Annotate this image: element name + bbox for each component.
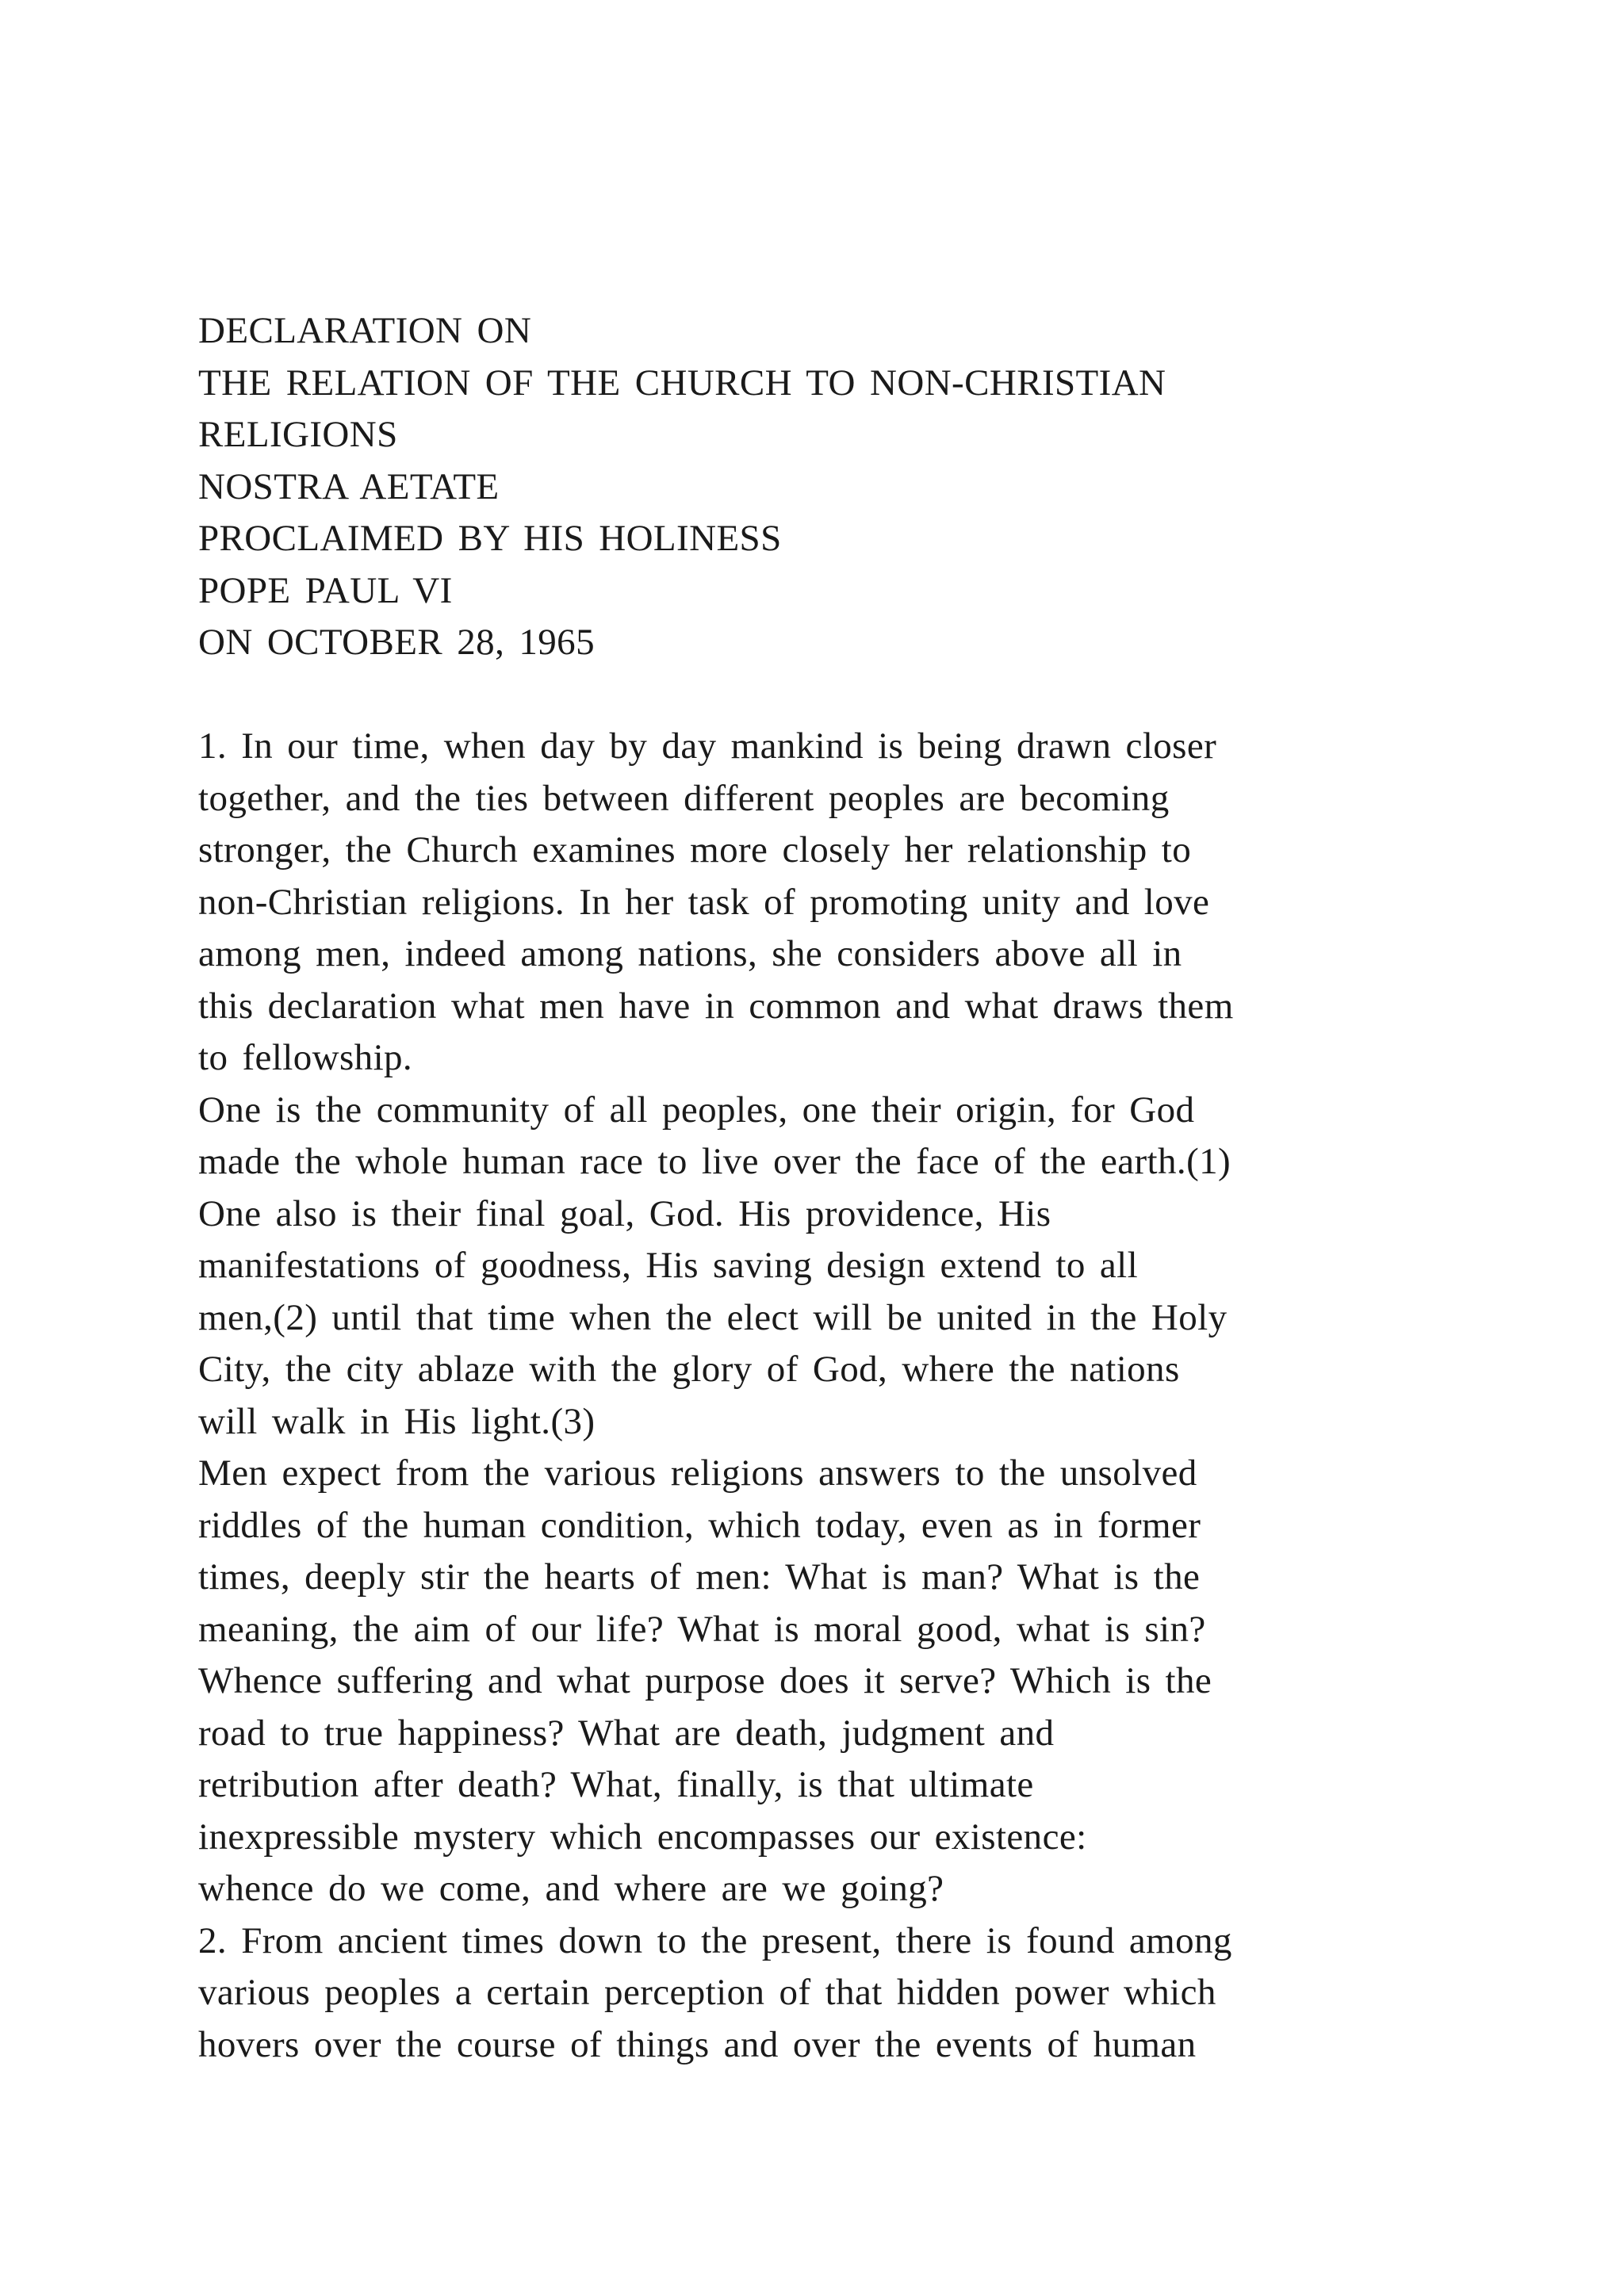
text-line: road to true happiness? What are death, judgment and [198, 1712, 1055, 1754]
paragraph-1 [198, 721, 1618, 1085]
text-line: inexpressible mystery which encompasses our existence: [198, 1816, 1087, 1858]
title-line: DECLARATION ON [198, 310, 532, 351]
text-line: will walk in His light.(3) [198, 1400, 596, 1442]
text-line: times, deeply stir the hearts of men: What is man? What is the [198, 1556, 1201, 1598]
text-line: various peoples a certain perception of that hidden power which [198, 1972, 1216, 2013]
document-title [198, 305, 1618, 669]
text-line: One is the community of all peoples, one their origin, for God [198, 1089, 1195, 1131]
text-line: together, and the ties between different peoples are becoming [198, 777, 1170, 819]
text-line: made the whole human race to live over the face of the earth.(1) [198, 1141, 1231, 1182]
text-line: 1. In our time, when day by day mankind is being drawn closer [198, 725, 1217, 767]
text-line: men,(2) until that time when the elect will be united in the Holy [198, 1296, 1228, 1338]
text-line: non-Christian religions. In her task of promoting unity and love [198, 881, 1210, 923]
text-line: Men expect from the various religions answers to the unsolved [198, 1452, 1197, 1494]
text-line: manifestations of goodness, His saving design extend to all [198, 1245, 1139, 1286]
text-line: 2. From ancient times down to the present, there is found among [198, 1919, 1232, 1961]
title-line: PROCLAIMED BY HIS HOLINESS [198, 518, 782, 559]
text-line: meaning, the aim of our life? What is moral good, what is sin? [198, 1608, 1206, 1650]
text-line: retribution after death? What, finally, is that ultimate [198, 1764, 1034, 1805]
title-line: NOSTRA AETATE [198, 465, 500, 507]
text-line: hovers over the course of things and over the events of human [198, 2023, 1197, 2065]
document-text [198, 305, 1618, 2071]
text-line: stronger, the Church examines more closely her relationship to [198, 829, 1192, 871]
paragraph-4 [198, 1915, 1618, 2072]
blank-line [198, 669, 1618, 721]
text-line: Whence suffering and what purpose does it serve? Which is the [198, 1660, 1212, 1701]
text-line: City, the city ablaze with the glory of God, where the nations [198, 1349, 1180, 1390]
paragraph-2 [198, 1085, 1618, 1448]
text-line: whence do we come, and where are we going? [198, 1868, 944, 1909]
text-line: One also is their final goal, God. His providence, His [198, 1192, 1051, 1234]
title-line: RELIGIONS [198, 414, 398, 455]
text-line: riddles of the human condition, which today, even as in former [198, 1504, 1201, 1546]
paragraph-3 [198, 1448, 1618, 1915]
text-line: to fellowship. [198, 1037, 413, 1078]
title-line: ON OCTOBER 28, 1965 [198, 622, 595, 663]
text-line: this declaration what men have in common and what draws them [198, 985, 1234, 1027]
text-line: among men, indeed among nations, she considers above all in [198, 933, 1182, 974]
title-line: THE RELATION OF THE CHURCH TO NON-CHRISTIAN [198, 362, 1166, 404]
title-line: POPE PAUL VI [198, 569, 453, 611]
